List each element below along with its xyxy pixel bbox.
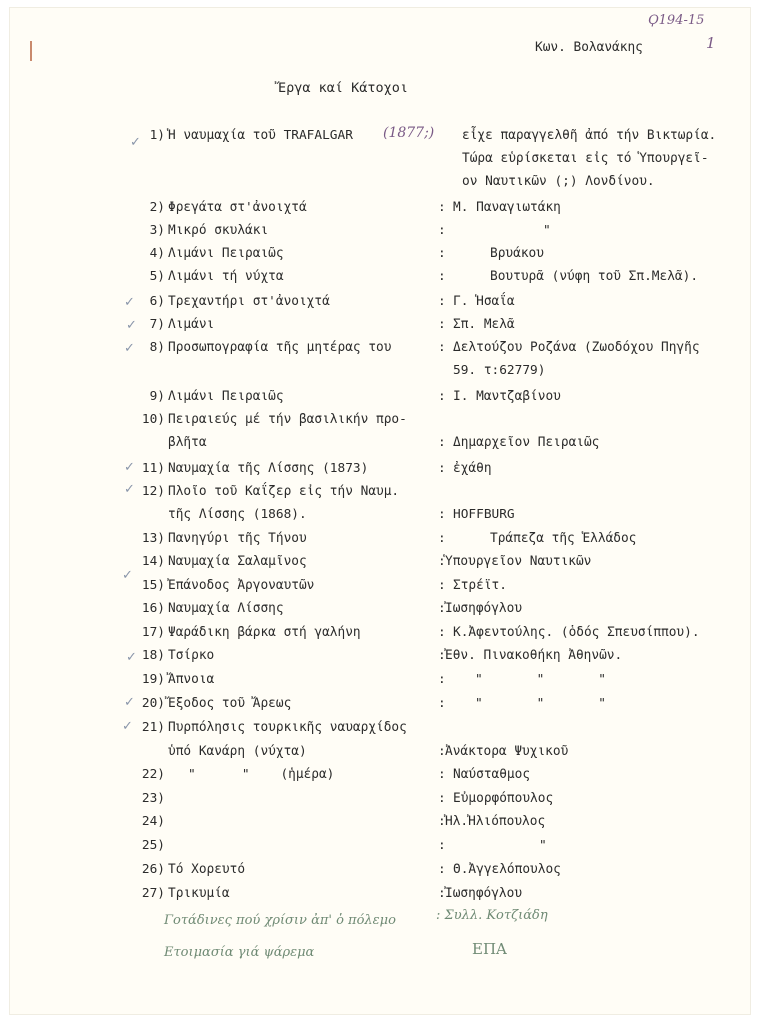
entry-owner: Κ.Ἀφεντούλης. (ὁδός Σπευσίππου). [453, 625, 700, 640]
entry-title-cont: τῆς Λίσσης (1868). [168, 507, 307, 522]
entry-owner: Γ. Ἡσαΐα [453, 294, 515, 309]
entry-owner: Ἰωσηφόγλου [445, 886, 523, 901]
separator: : [438, 625, 446, 640]
entry-title: Πειραιεύς μέ τήν βασιλικήν προ- [168, 412, 407, 427]
separator: : [438, 601, 446, 616]
entry-number: 17) [141, 625, 165, 640]
entry-title: Τό Χορευτό [168, 862, 246, 877]
separator: : [438, 317, 446, 332]
separator: : [438, 838, 446, 853]
entry-title: Πλοῖο τοῦ Καΐζερ εἰς τήν Ναυμ. [168, 484, 400, 499]
entry-title-cont: ὑπό Κανάρη (νύχτα) [168, 744, 307, 759]
entry-number: 23) [141, 791, 165, 806]
entry-title: Ἄπνοια [168, 672, 215, 687]
entry-number: 12) [141, 484, 165, 499]
separator: : [438, 435, 446, 450]
entry-number: 11) [141, 461, 165, 476]
separator: : [438, 461, 446, 476]
entry-number: 18) [141, 648, 165, 663]
entry-title: Πυρπόλησις τουρκικῆς ναυαρχίδος [168, 720, 407, 735]
entry-title-cont: βλῆτα [168, 435, 207, 450]
entry-title: Ἡ ναυμαχία τοῦ TRAFALGAR [168, 128, 353, 143]
entry-number: 21) [141, 720, 165, 735]
check-mark-icon: ✓ [124, 341, 135, 356]
entry-number: 24) [141, 814, 165, 829]
entry-number: 20) [141, 696, 165, 711]
entry-owner-line: 59. τ:62779) [453, 363, 546, 378]
separator: : [438, 648, 446, 663]
separator: : [438, 200, 446, 215]
separator: : [438, 672, 446, 687]
page-title: Ἔργα καί Κάτοχοι [278, 80, 409, 96]
separator: : [438, 696, 446, 711]
entry-title: Λιμάνι τή νύχτα [168, 269, 284, 284]
entry-owner: Δελτούζου Ροζάνα (Ζωοδόχου Πηγῆς [453, 340, 700, 355]
check-mark-icon: ✓ [130, 135, 141, 150]
separator: : [438, 791, 446, 806]
separator: : [438, 886, 446, 901]
handwritten-note: : Συλλ. Κοτζιάδη [436, 908, 548, 923]
handwritten-note: ΕΠΑ [472, 940, 507, 958]
entry-number: 5) [149, 269, 165, 284]
entry-title: Λιμάνι [168, 317, 215, 332]
check-mark-icon: ✓ [124, 295, 135, 310]
entry-number: 10) [141, 412, 165, 427]
entry-owner-line: ον Ναυτικῶν (;) Λονδίνου. [462, 174, 655, 189]
entry-number: 15) [141, 578, 165, 593]
separator: : [438, 246, 446, 261]
entry-owner: Ὑπουργεῖον Ναυτικῶν [445, 554, 592, 569]
entry-title: Πανηγύρι τῆς Τήνου [168, 531, 307, 546]
entry-number: 14) [141, 554, 165, 569]
entry-owner: " [543, 223, 551, 238]
entry-title: Τρικυμία [168, 886, 230, 901]
archive-reference: Ϙ194-15 [648, 13, 705, 28]
check-mark-icon: ✓ [124, 695, 135, 710]
separator: : [438, 531, 446, 546]
separator: : [438, 554, 446, 569]
document-page [10, 8, 750, 1014]
entry-owner: Δημαρχεῖον Πειραιῶς [453, 435, 600, 450]
entry-title: Ψαράδικη βάρκα στή γαλήνη [168, 625, 361, 640]
entry-title: " " (ἡμέρα) [188, 767, 335, 782]
entry-owner: Σπ. Μελᾶ [453, 317, 515, 332]
separator: : [438, 223, 446, 238]
entry-title: Ἐπάνοδος Ἀργοναυτῶν [168, 578, 315, 593]
entry-number: 7) [149, 317, 165, 332]
entry-owner: HOFFBURG [453, 507, 515, 522]
entry-number: 27) [141, 886, 165, 901]
separator: : [438, 862, 446, 877]
entry-number: 19) [141, 672, 165, 687]
entry-title: Ναυμαχία Σαλαμῖνος [168, 554, 307, 569]
entry-title: Τσίρκο [168, 648, 215, 663]
entry-title: Φρεγάτα στ'ἀνοιχτά [168, 200, 307, 215]
handwritten-note: Ετοιμασία γιά ψάρεμα [164, 945, 315, 960]
entry-owner: Τράπεζα τῆς Ἑλλάδος [490, 531, 637, 546]
entry-owner: Ἠλ.Ἠλιόπουλος [445, 814, 546, 829]
entry-owner: " " " [475, 696, 606, 711]
separator: : [438, 269, 446, 284]
entry-title: Ναυμαχία Λίσσης [168, 601, 284, 616]
check-mark-icon: ✓ [124, 460, 135, 475]
entry-title: Ἔξοδος τοῦ Ἄρεως [168, 696, 292, 711]
entry-number: 9) [149, 389, 165, 404]
entry-owner: Ἰωσηφόγλου [445, 601, 523, 616]
entry-owner: " [539, 838, 547, 853]
entry-title: Ναυμαχία τῆς Λίσσης (1873) [168, 461, 369, 476]
entry-owner: Μ. Παναγιωτάκη [453, 200, 561, 215]
entry-owner: Εὐμορφόπουλος [453, 791, 554, 806]
entry-owner: Ἀνάκτορα Ψυχικοῦ [445, 744, 569, 759]
separator: : [438, 744, 446, 759]
entry-owner: Βρυάκου [490, 246, 544, 261]
entry-number: 4) [149, 246, 165, 261]
entry-number: 13) [141, 531, 165, 546]
entry-number: 6) [149, 294, 165, 309]
entry-title: Τρεχαντήρι στ'ἀνοιχτά [168, 294, 330, 309]
entry-title: Λιμάνι Πειραιῶς [168, 389, 284, 404]
separator: : [438, 389, 446, 404]
entry-title: Μικρό σκυλάκι [168, 223, 269, 238]
entry-owner: Ι. Μαντζαβίνου [453, 389, 561, 404]
check-mark-icon: ✓ [126, 650, 137, 665]
author-name: Κων. Βολανάκης [535, 40, 643, 55]
check-mark-icon: ✓ [122, 719, 133, 734]
separator: : [438, 767, 446, 782]
entry-title: Λιμάνι Πειραιῶς [168, 246, 284, 261]
entry-owner-line: Τώρα εὑρίσκεται εἰς τό Ὑπουργεῖ- [462, 151, 709, 166]
separator: : [438, 294, 446, 309]
handwritten-note: Γοτάδινες πού χρίσιν ἀπ' ὁ πόλεμο [164, 913, 396, 928]
entry-number: 25) [141, 838, 165, 853]
entry-number: 26) [141, 862, 165, 877]
entry-owner: " " " [475, 672, 606, 687]
entry-owner: Θ.Ἀγγελόπουλος [453, 862, 561, 877]
separator: : [438, 578, 446, 593]
entry-number: 3) [149, 223, 165, 238]
separator: : [438, 507, 446, 522]
check-mark-icon: ✓ [124, 482, 135, 497]
entry-owner: ἐχάθη [453, 461, 492, 476]
entry-owner: Ναύσταθμος [453, 767, 531, 782]
entry-title-note: (1877;) [383, 125, 435, 141]
check-mark-icon: ✓ [126, 318, 137, 333]
red-margin-mark [30, 41, 32, 61]
entry-title: Προσωπογραφία τῆς μητέρας του [168, 340, 392, 355]
entry-number: 1) [149, 128, 165, 143]
entry-number: 22) [141, 767, 165, 782]
entry-number: 8) [149, 340, 165, 355]
separator: : [438, 340, 446, 355]
entry-number: 2) [149, 200, 165, 215]
entry-owner: Στρέϊτ. [453, 578, 507, 593]
separator: : [438, 814, 446, 829]
entry-owner: Ἐθν. Πινακοθήκη Ἀθηνῶν. [445, 648, 623, 663]
entry-owner: Βουτυρᾶ (νύφη τοῦ Σπ.Μελᾶ). [490, 269, 699, 284]
page-number: 1 [706, 34, 716, 52]
check-mark-icon: ✓ [122, 568, 133, 583]
entry-owner: εἶχε παραγγελθῆ ἀπό τήν Βικτωρία. [462, 128, 717, 143]
entry-number: 16) [141, 601, 165, 616]
